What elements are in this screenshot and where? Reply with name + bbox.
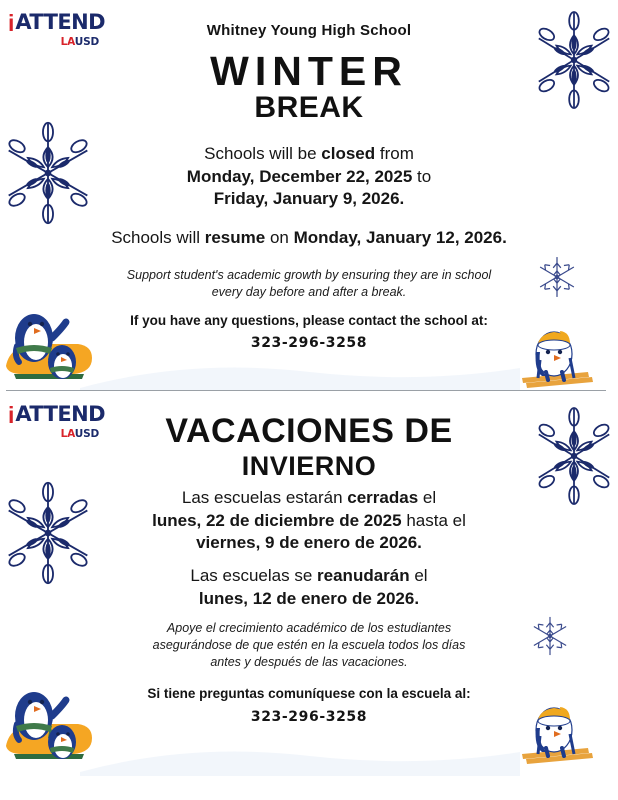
- note-line-3: antes y después de las vacaciones.: [210, 654, 408, 669]
- resume-date-block-english: [74, 227, 544, 250]
- note-line-2: asegurándose de que estén en la escuela todos los días: [152, 637, 466, 652]
- logo-attend-text: ATTEND: [15, 10, 105, 34]
- closed-line-1: [74, 143, 544, 166]
- resume-date-block-spanish: [74, 565, 544, 610]
- snow-hill-decoration: [80, 352, 520, 390]
- resume-pre: Schools will: [111, 228, 205, 247]
- closed-line1-post: el: [418, 488, 437, 507]
- closed-start-date: lunes, 22 de diciembre de 2025: [152, 510, 402, 530]
- closed-line-2: [74, 510, 544, 533]
- page-title-break: BREAK: [254, 91, 364, 124]
- school-phone-number-english[interactable]: 323-296-3258: [250, 335, 368, 351]
- logo-i-letter: i: [8, 402, 14, 428]
- closed-line2-post: hasta el: [401, 510, 466, 530]
- resume-keyword: resume: [204, 228, 266, 247]
- attendance-note-spanish: [66, 620, 552, 670]
- logo-attend-text: ATTEND: [15, 402, 105, 426]
- closed-keyword: closed: [321, 144, 376, 163]
- attendance-note-english: [66, 267, 552, 301]
- logo-i-letter: i: [8, 10, 14, 36]
- logo-la-text: LA: [60, 36, 75, 48]
- resume-line-2: [74, 588, 544, 611]
- closed-keyword: cerradas: [347, 488, 419, 507]
- closed-line1-pre: Schools will be: [204, 144, 322, 163]
- closed-start-date: Monday, December 22, 2025: [186, 166, 413, 186]
- school-name: Whitney Young High School: [206, 22, 412, 39]
- english-section: [0, 0, 618, 390]
- note-line-1: Support student's academic growth by ensuring they are in school: [126, 268, 492, 282]
- contact-prompt-english: If you have any questions, please contact the school at:: [130, 313, 488, 328]
- closed-line-1: [74, 487, 544, 510]
- resume-post: el: [409, 566, 428, 585]
- logo-la-text: LA: [60, 428, 75, 440]
- closed-line2-post: to: [412, 166, 432, 186]
- contact-prompt-spanish: Si tiene preguntas comuníquese con la escuela al:: [147, 686, 471, 701]
- closed-line1-pre: Las escuelas estarán: [181, 488, 348, 507]
- closed-line1-post: from: [375, 144, 414, 163]
- page-title-invierno: INVIERNO: [241, 451, 377, 481]
- resume-date: Monday, January 12, 2026.: [293, 228, 507, 247]
- closed-end-date: viernes, 9 de enero de 2026.: [196, 533, 422, 553]
- note-line-1: Apoye el crecimiento académico de los estudiantes: [166, 621, 452, 635]
- resume-line-1: [74, 565, 544, 588]
- closed-dates-block-english: [74, 143, 544, 211]
- note-line-2: every day before and after a break.: [211, 284, 407, 299]
- resume-mid: on: [265, 228, 294, 247]
- closed-line-3: [74, 532, 544, 555]
- logo-usd-text: USD: [74, 428, 99, 440]
- logo-usd-text: USD: [74, 36, 99, 48]
- closed-line-3: [74, 188, 544, 211]
- page-title-winter: WINTER: [210, 48, 408, 94]
- resume-date: lunes, 12 de enero de 2026.: [198, 588, 420, 608]
- school-phone-number-spanish[interactable]: 323-296-3258: [250, 709, 368, 725]
- resume-line: [74, 227, 544, 250]
- closed-end-date: Friday, January 9, 2026.: [213, 189, 405, 209]
- closed-dates-block-spanish: [74, 487, 544, 555]
- resume-pre: Las escuelas se: [190, 566, 318, 585]
- snow-hill-decoration: [80, 736, 520, 776]
- closed-line-2: [74, 166, 544, 189]
- page-title-vacaciones: VACACIONES DE: [165, 412, 453, 450]
- resume-keyword: reanudarán: [317, 566, 410, 585]
